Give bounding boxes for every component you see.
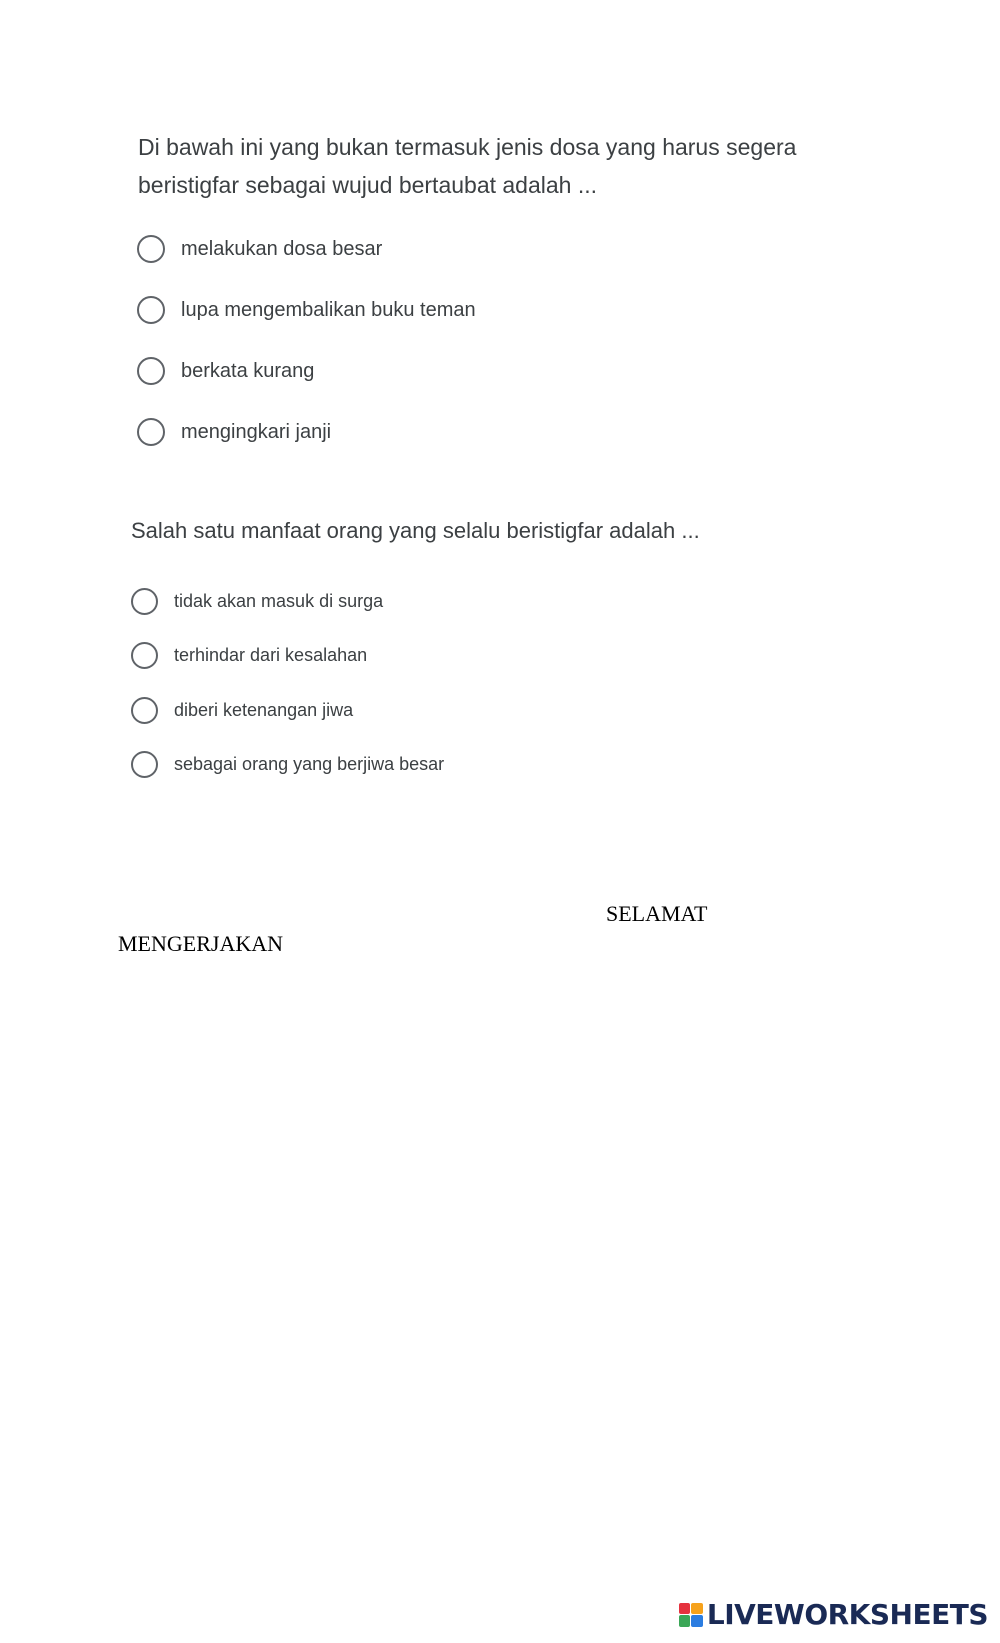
radio-button[interactable] bbox=[131, 588, 158, 615]
question-1-option-4[interactable] bbox=[137, 418, 331, 446]
question-2-option-1[interactable] bbox=[131, 588, 383, 615]
question-2-option-3[interactable] bbox=[131, 697, 353, 724]
radio-button[interactable] bbox=[137, 235, 165, 263]
option-label: sebagai orang yang berjiwa besar bbox=[174, 754, 445, 774]
question-1-option-3[interactable] bbox=[137, 357, 314, 385]
liveworksheets-watermark bbox=[679, 1598, 988, 1631]
question-1-option-2[interactable] bbox=[137, 296, 476, 324]
logo-square bbox=[679, 1615, 691, 1627]
option-label: melakukan dosa besar bbox=[181, 237, 383, 260]
option-label: mengingkari janji bbox=[181, 420, 332, 443]
question-2-option-4[interactable] bbox=[131, 751, 444, 778]
radio-button[interactable] bbox=[131, 642, 158, 669]
option-label: tidak akan masuk di surga bbox=[174, 591, 384, 611]
logo-square bbox=[691, 1615, 703, 1627]
option-label: berkata kurang bbox=[181, 359, 315, 382]
radio-button[interactable] bbox=[131, 751, 158, 778]
question-2-text: Salah satu manfaat orang yang selalu beristigfar adalah ... bbox=[131, 518, 700, 543]
logo-square bbox=[691, 1603, 703, 1615]
radio-button[interactable] bbox=[137, 357, 165, 385]
question-2-option-2[interactable] bbox=[131, 642, 367, 669]
logo-square bbox=[679, 1603, 691, 1615]
liveworksheets-logo-icon bbox=[679, 1603, 703, 1627]
radio-button[interactable] bbox=[137, 296, 165, 324]
option-label: terhindar dari kesalahan bbox=[174, 645, 368, 665]
option-label: diberi ketenangan jiwa bbox=[174, 700, 354, 720]
closing-text-line-1: SELAMAT bbox=[606, 901, 708, 926]
radio-button[interactable] bbox=[137, 418, 165, 446]
question-1-text: Di bawah ini yang bukan termasuk jenis dosa yang harus segera beristigfar sebagai wujud bertaubat adalah ... bbox=[138, 134, 797, 198]
question-1-option-1[interactable] bbox=[137, 235, 382, 263]
option-label: lupa mengembalikan buku teman bbox=[181, 298, 476, 321]
radio-button[interactable] bbox=[131, 697, 158, 724]
closing-text-line-2: MENGERJAKAN bbox=[118, 931, 283, 956]
brand-name: LIVEWORKSHEETS bbox=[706, 1598, 988, 1631]
